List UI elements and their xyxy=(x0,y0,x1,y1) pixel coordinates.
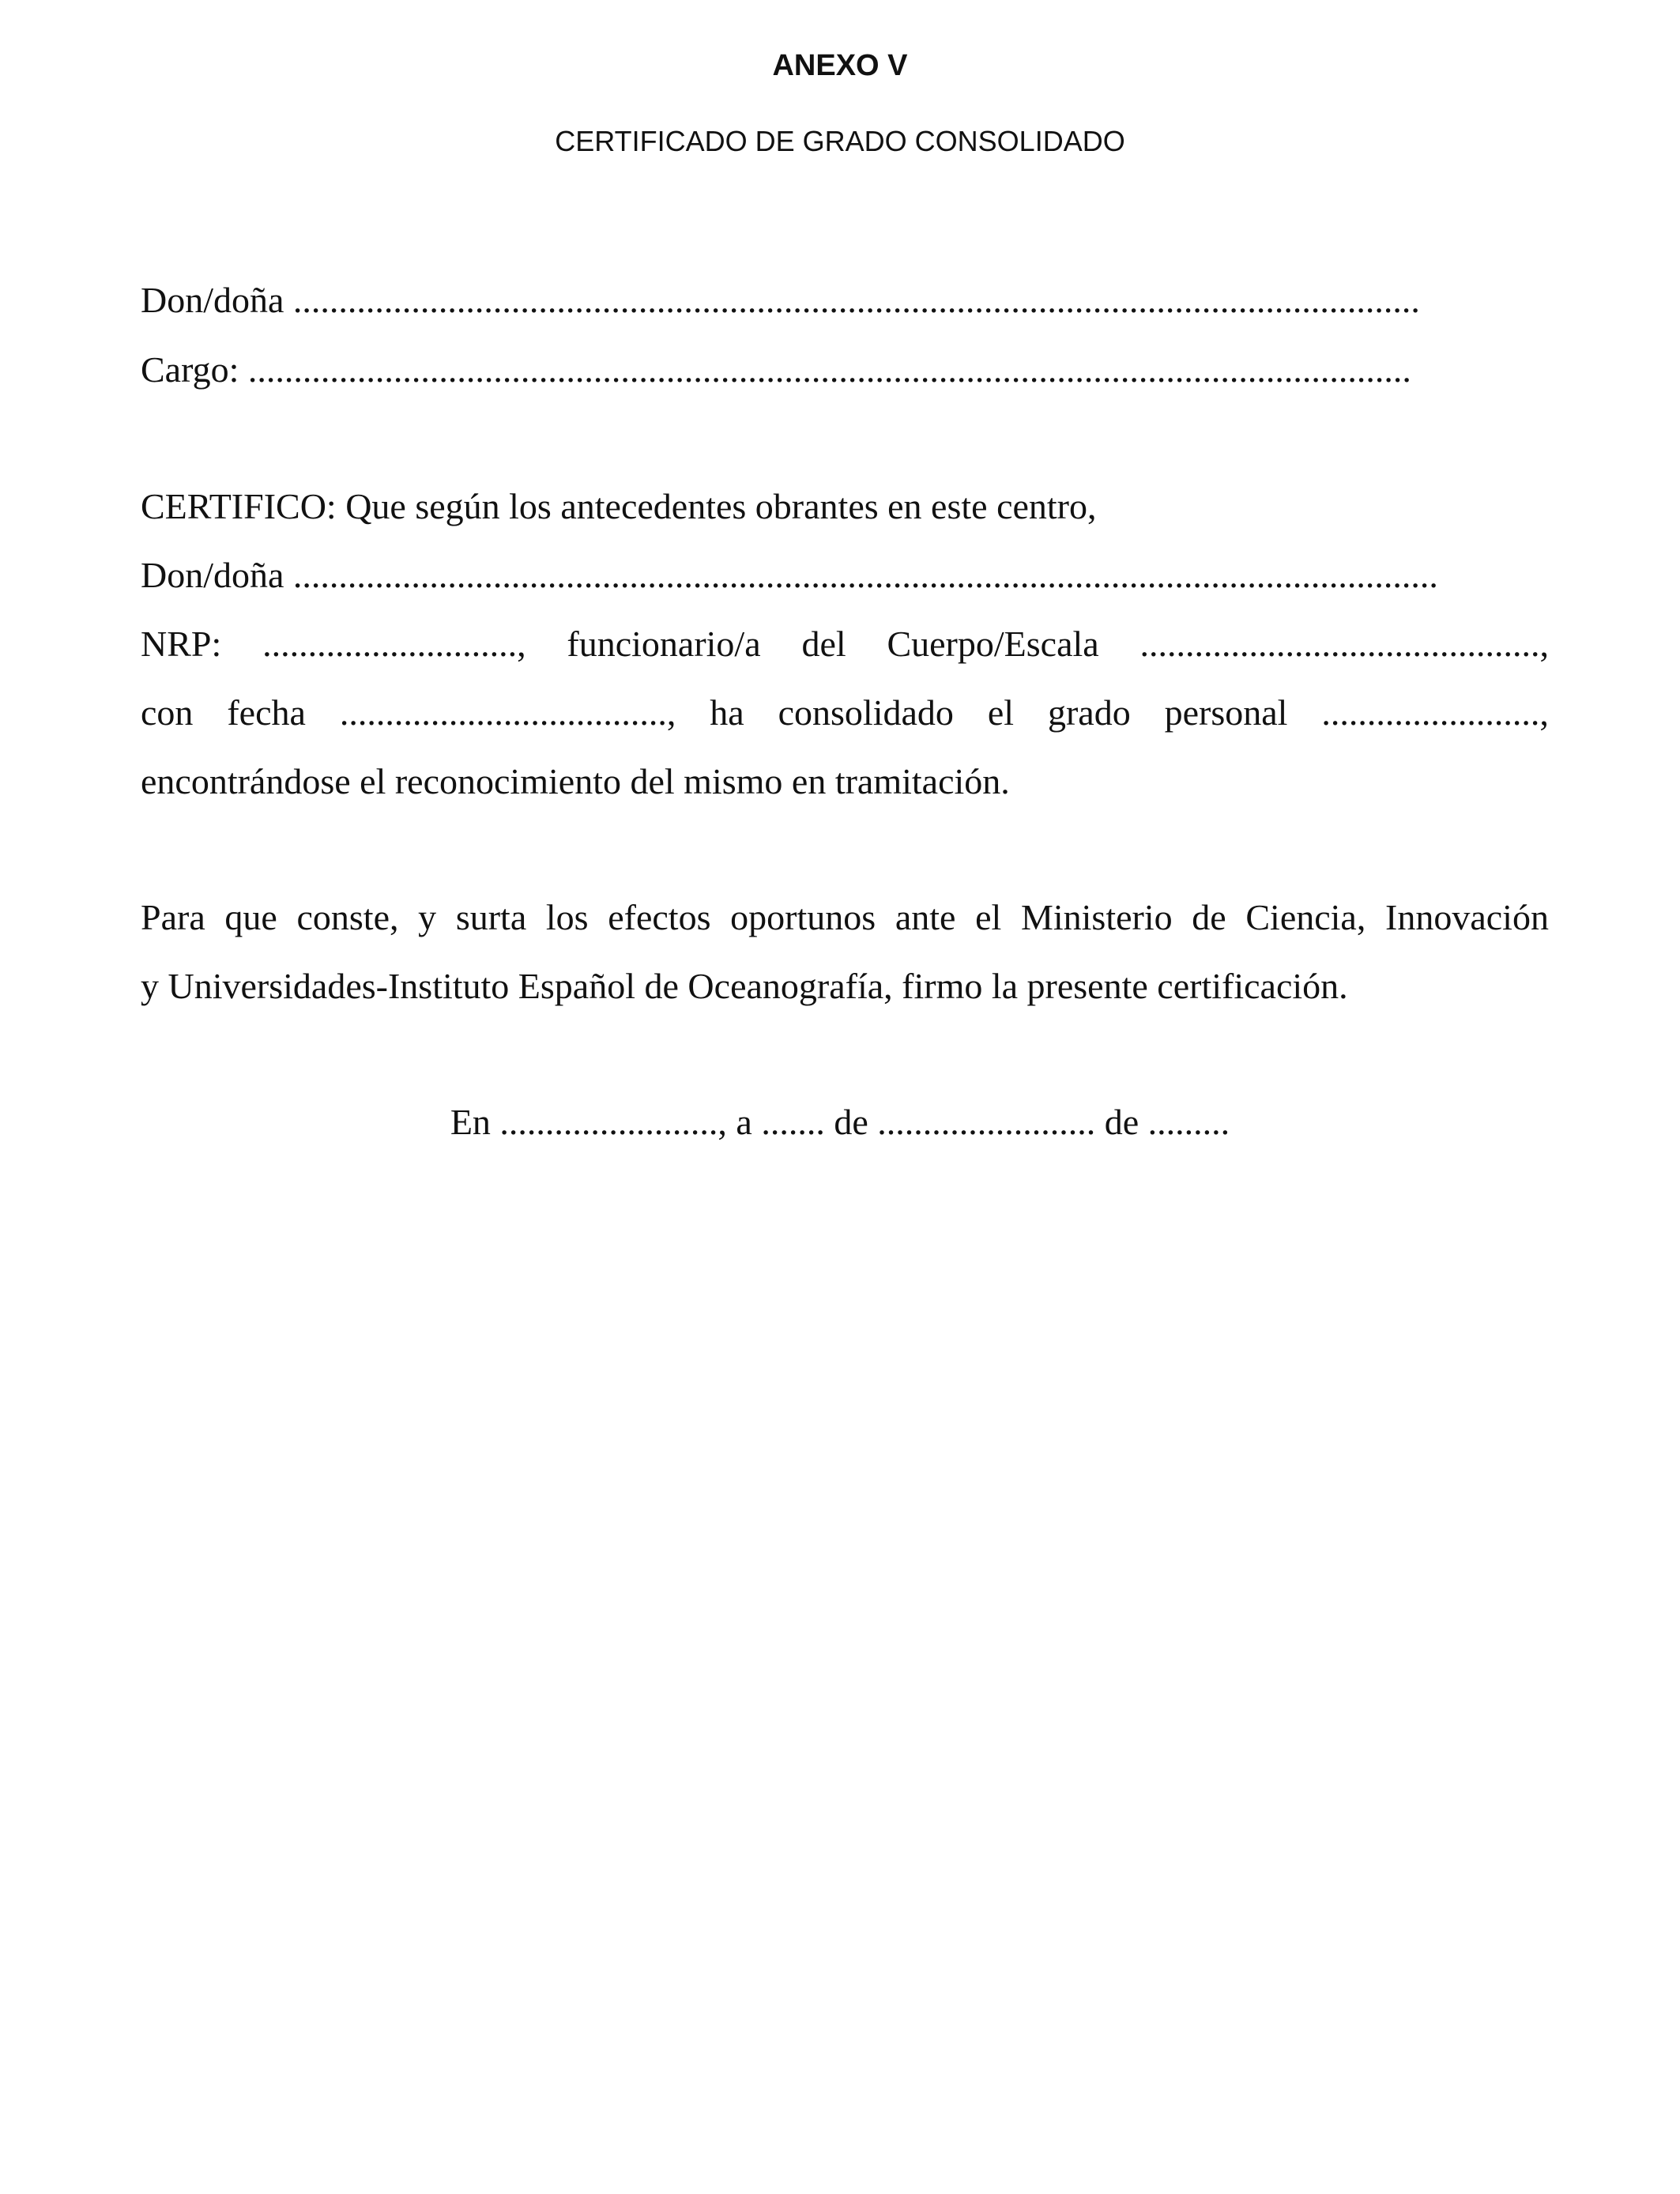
certificate-title: CERTIFICADO DE GRADO CONSOLIDADO xyxy=(555,125,1125,157)
employee-name-line: Don/doña .............................................................................................................................. xyxy=(141,555,1438,595)
recognition-line: encontrándose el reconocimiento del mismo en tramitación. xyxy=(141,761,1010,801)
grade-word: ha xyxy=(710,692,744,733)
grade-word: con xyxy=(141,692,194,733)
purpose-word: efectos xyxy=(608,897,711,937)
purpose-line-1 xyxy=(141,896,1549,938)
purpose-word: que xyxy=(224,897,277,937)
certifier-name-line: Don/doña ............................................................................................................................ xyxy=(141,280,1420,320)
annex-title: ANEXO V xyxy=(772,49,908,82)
purpose-word: Para xyxy=(141,897,205,937)
nrp-word: NRP: xyxy=(141,624,222,664)
grade-word: ........................, xyxy=(1321,692,1549,733)
grade-word: el xyxy=(987,692,1015,733)
grade-word: fecha xyxy=(227,692,306,733)
nrp-word: funcionario/a xyxy=(567,624,761,664)
nrp-word: ............................................, xyxy=(1139,624,1549,664)
purpose-word: oportunos xyxy=(730,897,876,937)
purpose-word: Innovación xyxy=(1385,897,1549,937)
purpose-word: de xyxy=(1192,897,1226,937)
place-date-line: En ........................, a ....... de ........................ de ......... xyxy=(450,1102,1230,1142)
certifier-position-line: Cargo: ................................................................................................................................ xyxy=(141,349,1411,390)
purpose-word: los xyxy=(545,897,589,937)
grade-word: consolidado xyxy=(778,692,954,733)
grade-date-line xyxy=(141,692,1549,733)
certification-intro: CERTIFICO: Que según los antecedentes obrantes en este centro, xyxy=(141,486,1097,526)
purpose-word: surta xyxy=(455,897,527,937)
nrp-line xyxy=(141,623,1549,665)
grade-word: grado xyxy=(1047,692,1131,733)
grade-word: ...................................., xyxy=(339,692,676,733)
nrp-word: Cuerpo/Escala xyxy=(887,624,1099,664)
purpose-word: ante xyxy=(895,897,956,937)
nrp-word: ............................, xyxy=(262,624,526,664)
purpose-word: y xyxy=(418,897,437,937)
purpose-word: Ciencia, xyxy=(1245,897,1366,937)
nrp-word: del xyxy=(801,624,846,664)
grade-word: personal xyxy=(1164,692,1288,733)
purpose-word: Ministerio xyxy=(1020,897,1173,937)
purpose-word: conste, xyxy=(296,897,399,937)
purpose-word: el xyxy=(975,897,1002,937)
purpose-line-2: y Universidades-Instituto Español de Oceanografía, firmo la presente certificación. xyxy=(141,966,1348,1006)
